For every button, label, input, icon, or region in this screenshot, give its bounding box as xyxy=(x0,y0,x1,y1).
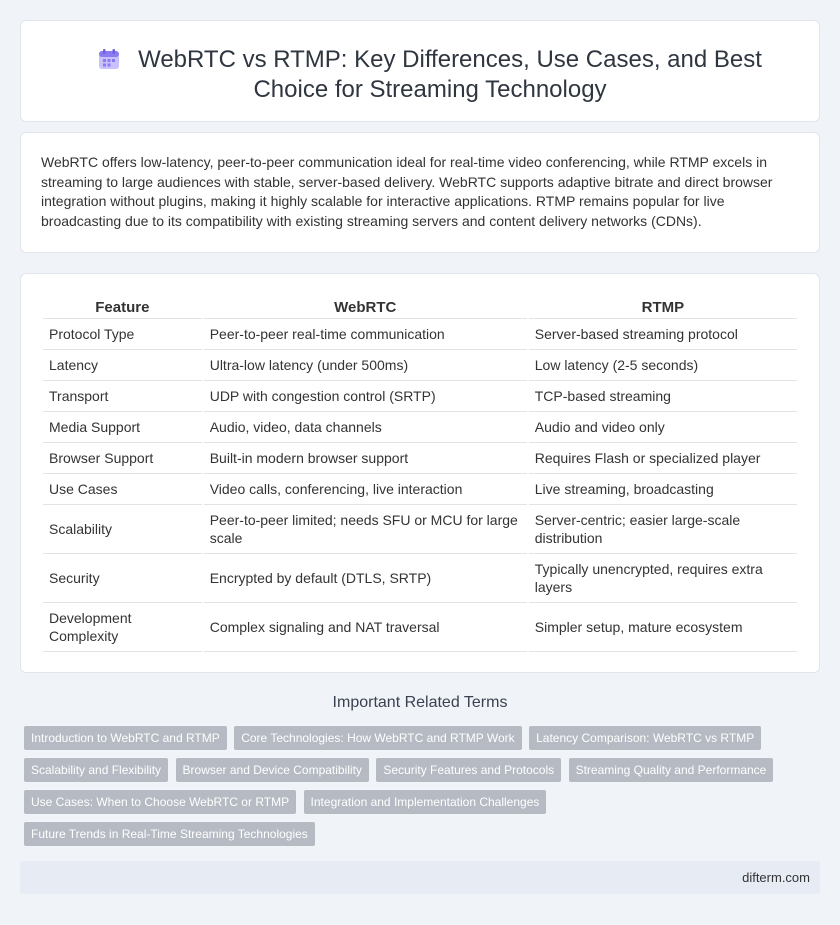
rtmp-cell: Low latency (2-5 seconds) xyxy=(529,350,797,381)
rtmp-cell: Server-centric; easier large-scale distribution xyxy=(529,505,797,554)
table-header-row xyxy=(43,294,797,319)
feature-cell: Transport xyxy=(43,381,202,412)
feature-cell: Use Cases xyxy=(43,474,202,505)
table-row xyxy=(43,381,797,412)
rtmp-cell: Live streaming, broadcasting xyxy=(529,474,797,505)
related-term-tag[interactable]: Use Cases: When to Choose WebRTC or RTMP xyxy=(24,790,296,814)
summary-text: WebRTC offers low-latency, peer-to-peer communication ideal for real-time video conferencing, while RTMP excels in streaming to large audiences with stable, server-based delivery. WebRTC supports adaptive bitrate and direct browser integration without plugins, making it highly scalable for interactive applications. RTMP remains popular for live broadcasting due to its compatibility with existing streaming servers and content delivery networks (CDNs). xyxy=(41,154,773,229)
related-term-tag[interactable]: Integration and Implementation Challenges xyxy=(304,790,547,814)
summary-card xyxy=(20,132,820,253)
table-row xyxy=(43,505,797,554)
title-card xyxy=(20,20,820,122)
table-row xyxy=(43,474,797,505)
related-term-tag[interactable]: Security Features and Protocols xyxy=(376,758,561,782)
related-term-tag[interactable]: Core Technologies: How WebRTC and RTMP Work xyxy=(234,726,521,750)
webrtc-cell: Peer-to-peer limited; needs SFU or MCU for large scale xyxy=(204,505,527,554)
table-row xyxy=(43,554,797,603)
feature-cell: Media Support xyxy=(43,412,202,443)
webrtc-cell: UDP with congestion control (SRTP) xyxy=(204,381,527,412)
webrtc-cell: Built-in modern browser support xyxy=(204,443,527,474)
related-term-tag[interactable]: Scalability and Flexibility xyxy=(24,758,168,782)
related-term-tag[interactable]: Introduction to WebRTC and RTMP xyxy=(24,726,227,750)
footer-site-link[interactable]: difterm.com xyxy=(742,870,810,885)
related-term-tag[interactable]: Streaming Quality and Performance xyxy=(569,758,774,782)
feature-cell: Security xyxy=(43,554,202,603)
calendar-grid-icon xyxy=(98,48,120,70)
comparison-card xyxy=(20,273,820,673)
table-row xyxy=(43,603,797,652)
header-rtmp: RTMP xyxy=(529,294,797,319)
feature-cell: Scalability xyxy=(43,505,202,554)
rtmp-cell: Requires Flash or specialized player xyxy=(529,443,797,474)
webrtc-cell: Complex signaling and NAT traversal xyxy=(204,603,527,652)
related-term-tag[interactable]: Browser and Device Compatibility xyxy=(176,758,369,782)
webrtc-cell: Audio, video, data channels xyxy=(204,412,527,443)
feature-cell: Development Complexity xyxy=(43,603,202,652)
related-term-tag[interactable]: Latency Comparison: WebRTC vs RTMP xyxy=(529,726,761,750)
webrtc-cell: Video calls, conferencing, live interaction xyxy=(204,474,527,505)
feature-cell: Latency xyxy=(43,350,202,381)
header-feature: Feature xyxy=(43,294,202,319)
table-row xyxy=(43,350,797,381)
header-webrtc: WebRTC xyxy=(204,294,527,319)
webrtc-cell: Peer-to-peer real-time communication xyxy=(204,319,527,350)
table-row xyxy=(43,319,797,350)
rtmp-cell: Server-based streaming protocol xyxy=(529,319,797,350)
rtmp-cell: Typically unencrypted, requires extra layers xyxy=(529,554,797,603)
feature-cell: Browser Support xyxy=(43,443,202,474)
related-term-tag[interactable]: Future Trends in Real-Time Streaming Technologies xyxy=(24,822,315,846)
footer-bar xyxy=(20,861,820,894)
feature-cell: Protocol Type xyxy=(43,319,202,350)
table-row xyxy=(43,443,797,474)
rtmp-cell: Simpler setup, mature ecosystem xyxy=(529,603,797,652)
related-terms-list xyxy=(24,726,814,854)
rtmp-cell: TCP-based streaming xyxy=(529,381,797,412)
related-terms-heading: Important Related Terms xyxy=(332,694,508,711)
page-title: WebRTC vs RTMP: Key Differences, Use Cases, and Best Choice for Streaming Technology xyxy=(138,46,762,103)
rtmp-cell: Audio and video only xyxy=(529,412,797,443)
page-title-wrap xyxy=(61,45,799,105)
comparison-table xyxy=(41,294,799,652)
webrtc-cell: Ultra-low latency (under 500ms) xyxy=(204,350,527,381)
webrtc-cell: Encrypted by default (DTLS, SRTP) xyxy=(204,554,527,603)
table-row xyxy=(43,412,797,443)
